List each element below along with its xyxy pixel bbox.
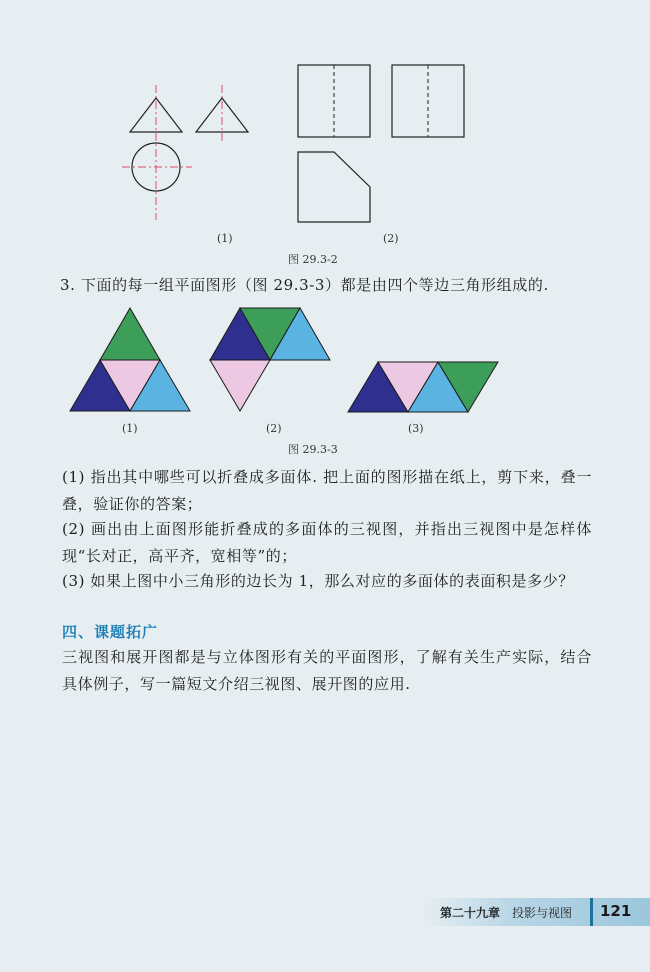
net-label-1: (1) bbox=[122, 422, 138, 435]
footer-divider bbox=[590, 898, 593, 926]
net-1-top-triangle bbox=[100, 308, 160, 360]
sub-question-1: (1) 指出其中哪些可以折叠成多面体. 把上面的图形描在纸上，剪下来，叠一叠，验证你的答案； bbox=[62, 468, 592, 513]
top-view-pentagon bbox=[298, 152, 370, 222]
section-4-text: 三视图和展开图都是与立体图形有关的平面图形，了解有关生产实际，结合具体例子，写一篇短文介绍三视图、展开图的应用. bbox=[62, 648, 592, 693]
chapter-label: 第二十九章 bbox=[440, 906, 501, 920]
chapter-title: 投影与视图 bbox=[512, 906, 573, 920]
net-label-2: (2) bbox=[266, 422, 282, 435]
problem-3-text: 3. 下面的每一组平面图形（图 29.3-3）都是由四个等边三角形组成的. bbox=[60, 276, 549, 294]
sub-question-3: (3) 如果上图中小三角形的边长为 1，那么对应的多面体的表面积是多少？ bbox=[62, 572, 574, 590]
figure-caption: 图 29.3-2 bbox=[288, 253, 338, 266]
triangle-nets-figure bbox=[60, 300, 520, 420]
net-label-3: (3) bbox=[408, 422, 424, 435]
three-view-drawing bbox=[110, 60, 480, 240]
figure-caption: 图 29.3-3 bbox=[288, 443, 338, 456]
page-footer bbox=[420, 898, 650, 926]
section-heading: 四、课题拓广 bbox=[62, 623, 159, 641]
net-2-pink-triangle bbox=[210, 360, 270, 411]
figure-label-1: (1) bbox=[217, 232, 233, 245]
page-number: 121 bbox=[600, 902, 632, 920]
figure-label-2: (2) bbox=[383, 232, 399, 245]
sub-question-2: (2) 画出由上面图形能折叠成的多面体的三视图，并指出三视图中是怎样体现“长对正，高平齐，宽相等”的； bbox=[62, 520, 592, 565]
